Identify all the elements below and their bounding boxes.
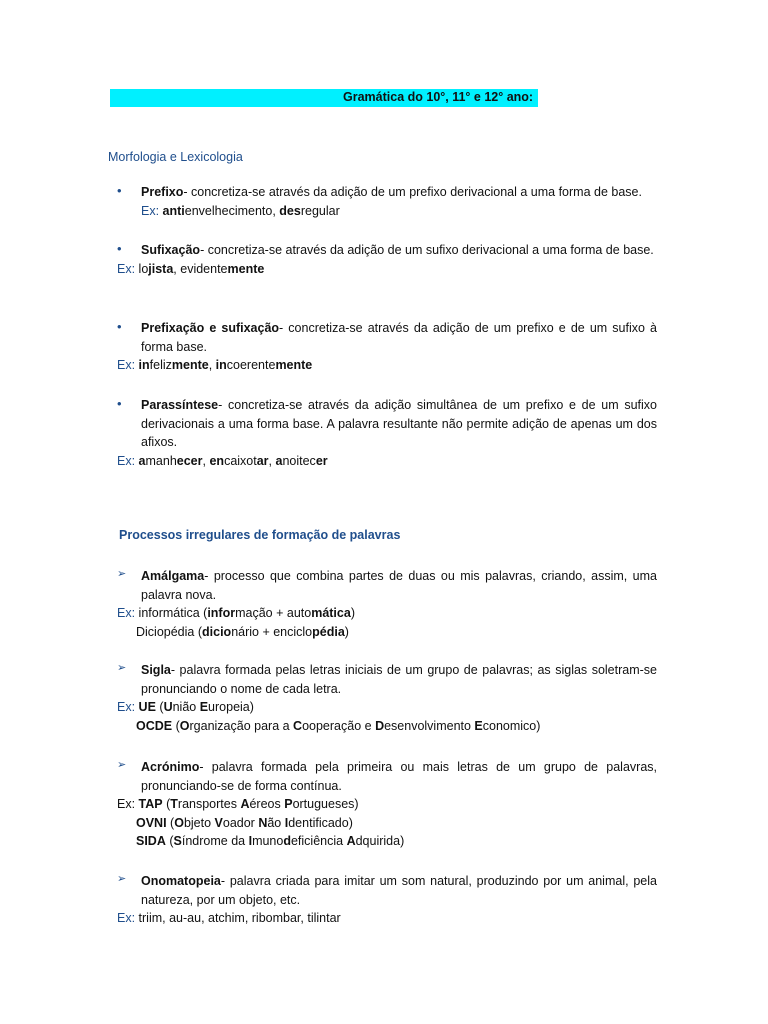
item-term: Parassíntese (141, 398, 219, 412)
page-title: Gramática do 10°, 11° e 12° ano: (343, 90, 534, 104)
example-label: Ex: (117, 358, 136, 372)
list-item-prefixo (117, 183, 657, 220)
example-text: SIDA (Síndrome da Imunodeficiência Adquirida) (136, 834, 405, 848)
section-heading-morfologia: Morfologia e Lexicologia (108, 150, 243, 164)
item-term: Onomatopeia (141, 874, 221, 888)
list-item-amalgama (117, 567, 657, 641)
section-heading-processos: Processos irregulares de formação de palavras (119, 528, 401, 542)
example-line (117, 260, 657, 279)
example-line (136, 832, 657, 851)
list-item-onomatopeia (117, 872, 657, 928)
arrow-bullet-icon: ➢ (117, 873, 127, 885)
example-text: OCDE (Organização para a Cooperação e Desenvolvimento Economico) (136, 718, 541, 733)
example-text: informática (informação + automática) (138, 606, 355, 620)
list-item-sufixacao (117, 241, 657, 278)
item-term: Amálgama (141, 569, 205, 583)
item-term: Prefixação e sufixação (141, 321, 280, 335)
arrow-bullet-icon: ➢ (117, 759, 127, 771)
item-term: Sufixação (141, 243, 201, 257)
example-text: OVNI (Objeto Voador Não Identificado) (136, 815, 353, 830)
example-text: amanhecer, encaixotar, anoitecer (138, 453, 328, 468)
example-label: Ex: (117, 700, 136, 714)
example-text: lojista, evidentemente (138, 261, 265, 276)
example-line (136, 623, 657, 642)
list-item-prefixacao-sufixacao (117, 319, 657, 375)
example-label: Ex: (117, 453, 136, 468)
list-item-acronimo (117, 758, 657, 851)
item-term: Prefixo (141, 185, 184, 199)
arrow-bullet-icon: ➢ (117, 662, 127, 674)
example-line (117, 698, 657, 717)
example-label: Ex: (117, 911, 136, 925)
example-line (117, 452, 657, 471)
example-line (141, 202, 657, 221)
item-definition: Prefixação e sufixação- concretiza-se através da adição de um prefixo e de um sufixo à forma base. (141, 321, 658, 354)
example-text: Diciopédia (dicionário + enciclopédia) (136, 624, 349, 639)
example-line (136, 814, 657, 833)
example-line (117, 909, 657, 928)
item-term: Acrónimo (141, 760, 200, 774)
round-bullet-icon: • (117, 241, 122, 256)
round-bullet-icon: • (117, 183, 122, 198)
item-definition: Acrónimo- palavra formada pela primeira ou mais letras de um grupo de palavras, pronunciando-se de forma contínua. (141, 760, 657, 793)
item-definition: Parassíntese- concretiza-se através da adição simultânea de um prefixo e de um sufixo derivacionais a uma forma base. A palavra resultante não permite adição de apenas um dos afixos. (141, 398, 657, 449)
example-text: TAP (Transportes Aéreos Portugueses) (138, 797, 359, 811)
example-line (117, 795, 657, 814)
example-line (117, 604, 657, 623)
item-definition: Amálgama- processo que combina partes de duas ou mis palavras, criando, assim, uma palavra nova. (141, 569, 657, 602)
example-label: Ex: (141, 203, 160, 218)
example-text: antienvelhecimento, desregular (162, 203, 340, 218)
example-line (117, 356, 657, 375)
item-term: Sigla (141, 663, 171, 677)
round-bullet-icon: • (117, 396, 122, 411)
item-definition: Prefixo- concretiza-se através da adição de um prefixo derivacional a uma forma de base. (141, 185, 642, 199)
example-text: infelizmente, incoerentemente (138, 358, 313, 372)
list-item-sigla (117, 661, 657, 735)
example-text: triim, au-au, atchim, ribombar, tilintar (138, 911, 341, 925)
item-definition: Sigla- palavra formada pelas letras iniciais de um grupo de palavras; as siglas soletram-se pronunciando o nome de cada letra. (141, 663, 657, 696)
example-line (136, 717, 657, 736)
arrow-bullet-icon: ➢ (117, 568, 127, 580)
example-label: Ex: (117, 797, 136, 811)
example-label: Ex: (117, 261, 136, 276)
round-bullet-icon: • (117, 319, 122, 334)
item-definition: Sufixação- concretiza-se através da adição de um sufixo derivacional a uma forma de base. (141, 243, 654, 257)
example-label: Ex: (117, 606, 136, 620)
list-item-parassintese (117, 396, 657, 470)
example-text: UE (União Europeia) (138, 700, 254, 714)
item-definition: Onomatopeia- palavra criada para imitar um som natural, produzindo por um animal, pela natureza, por um objeto, etc. (141, 874, 657, 907)
